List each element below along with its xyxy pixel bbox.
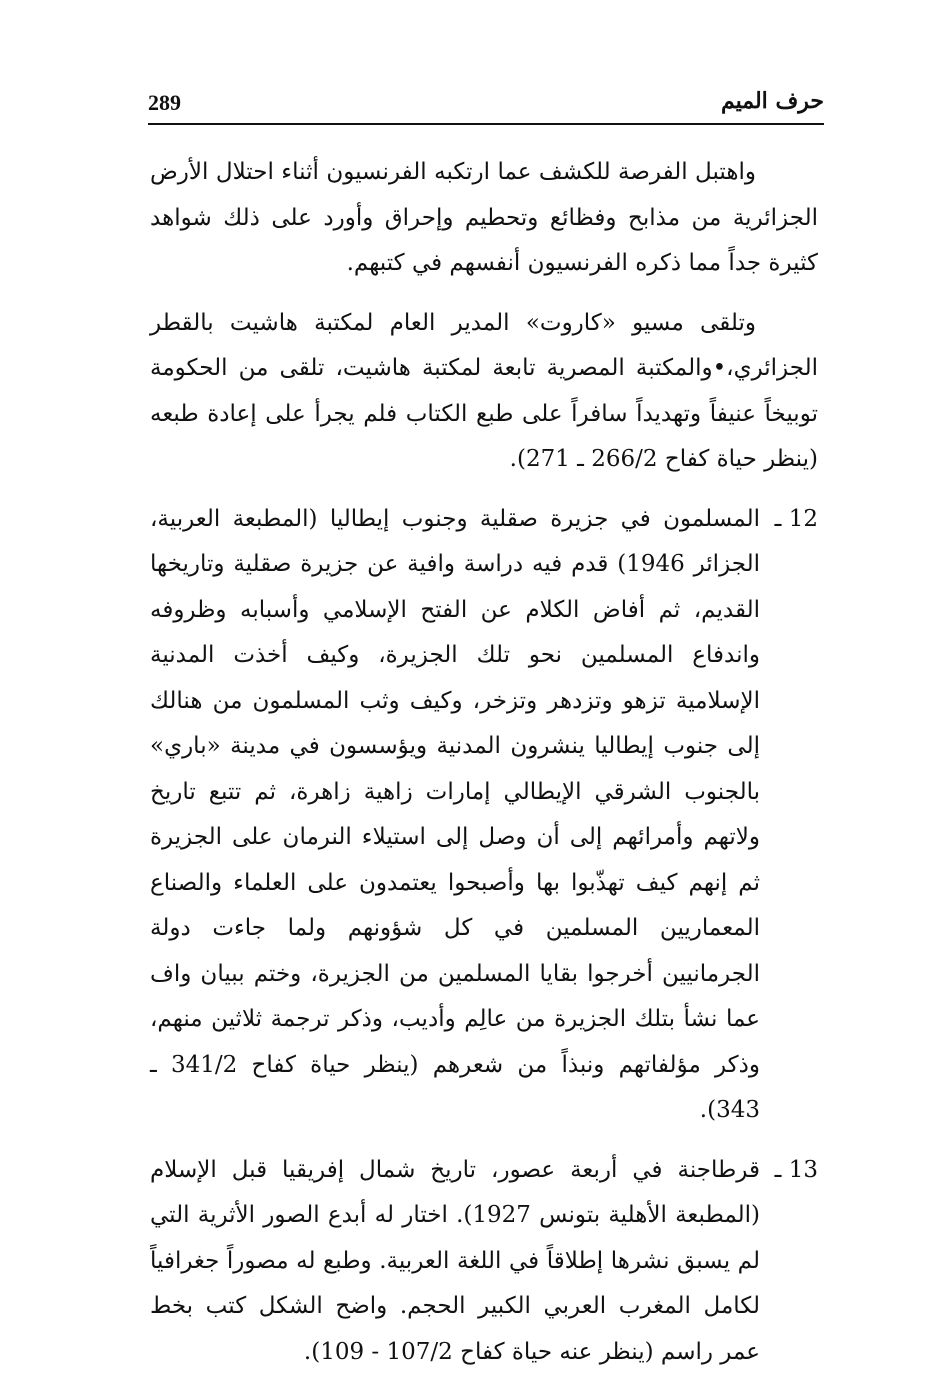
list-item [150, 497, 818, 1134]
entry-text: قرطاجنة في أربعة عصور، تاريخ شمال إفريقيا قبل الإسلام (المطبعة الأهلية بتونس 1927). اختار له أبدع الصور الأثرية التي لم يسبق نشرها إطلاقاً في اللغة العربية. وطبع له مصوراً جغرافياً لكامل المغرب العربي الكبير الحجم. واضح الشكل كتب بخط عمر راسم (ينظر عنه حياة كفاح 107/2 - 109). [150, 1156, 760, 1365]
paragraph-2: وتلقى مسيو «كاروت» المدير العام لمكتبة هاشيت بالقطر الجزائري،•والمكتبة المصرية تابعة لمكتبة هاشيت، تلقى من الحكومة توبيخاً عنيفاً وتهديداً سافراً على طبع الكتاب فلم يجرأ على إعادة طبعه (ينظر حياة كفاح 266/2 ـ 271). [150, 309, 818, 472]
body-text [150, 150, 818, 1375]
entry-number: 12 ـ [774, 505, 818, 532]
entry-number: 13 ـ [774, 1156, 818, 1183]
page-header [148, 88, 824, 124]
page-number: 289 [148, 90, 181, 115]
running-head: حرف الميم [720, 88, 824, 114]
paragraph-1: واهتبل الفرصة للكشف عما ارتكبه الفرنسيون أثناء احتلال الأرض الجزائرية من مذابح وفظائع وتحطيم وإحراق وأورد على ذلك شواهد كثيرة جداً مما ذكره الفرنسيون أنفسهم في كتبهم. [150, 159, 818, 276]
list-item [150, 1148, 818, 1376]
entry-text: المسلمون في جزيرة صقلية وجنوب إيطاليا (المطبعة العربية، الجزائر 1946) قدم فيه دراسة وافية عن جزيرة صقلية وتاريخها القديم، ثم أفاض الكلام عن الفتح الإسلامي وأسبابه وظروفه واندفاع المسلمين نحو تلك الجزيرة، وكيف أخذت المدنية الإسلامية تزهو وتزدهر وتزخر، وكيف وثب المسلمون من هنالك إلى جنوب إيطاليا ينشرون المدنية ويؤسسون في مدينة «باري» بالجنوب الشرقي الإيطالي إمارات زاهية زاهرة، ثم تتبع تاريخ ولاتهم وأمرائهم إلى أن وصل إلى استيلاء النرمان على الجزيرة ثم إنهم كيف تهذّبوا بها وأصبحوا يعتمدون على العلماء والصناع المعماريين المسلمين في كل شؤونهم ولما جاءت دولة الجرمانيين أخرجوا بقايا المسلمين من الجزيرة، وختم ببيان واف عما نشأ بتلك الجزيرة من عالِم وأديب، وذكر ترجمة ثلاثين منهم، وذكر مؤلفاتهم ونبذاً من شعرهم (ينظر حياة كفاح 341/2 ـ 343). [150, 505, 761, 1123]
header-rule [148, 123, 824, 125]
